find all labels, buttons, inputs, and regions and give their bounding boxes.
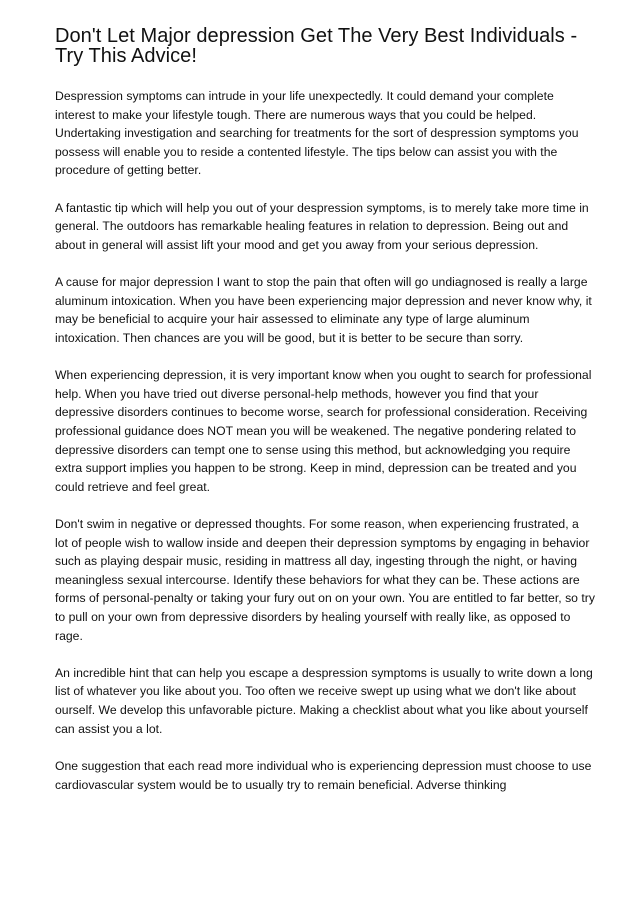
paragraph-4: When experiencing depression, it is very important know when you ought to search for professional help. When you have tried out diverse personal-help methods, however you find that your depressive disorders continues to become worse, search for professional consideration. Receiving professional guidance does NOT mean you will be weakened. The negative pondering related to depressive disorders can tempt one to sense using this method, but acknowledging you require extra support implies you happen to be strong. Keep in mind, depression can be treated and you could retrieve and feel great. [55,368,592,494]
paragraph-2: A fantastic tip which will help you out of your despression symptoms, is to merely take more time in general. The outdoors has remarkable healing features in relation to depression. Being out and about in general will assist lift your mood and get you away from your serious depression. [55,200,589,252]
document-page [55,26,595,813]
paragraph-3: A cause for major depression I want to stop the pain that often will go undiagnosed is really a large aluminum intoxication. When you have been experiencing major depression and never know why, it may be beneficial to acquire your hair assessed to eliminate any type of large aluminum intoxication. Then chances are you will be good, but it is better to be secure than sorry. [55,275,592,345]
paragraph-1: Despression symptoms can intrude in your life unexpectedly. It could demand your complete interest to make your lifestyle tough. There are numerous ways that you could be helped. Undertaking investigation and searching for treatments for the sort of despression symptoms you possess will enable you to reside a contented lifestyle. The tips below can assist you with the procedure of getting better. [55,89,579,178]
paragraph-7: One suggestion that each read more individual who is experiencing depression must choose to use cardiovascular system would be to usually try to remain beneficial. Adverse thinking [55,758,592,792]
paragraph-5: Don't swim in negative or depressed thoughts. For some reason, when experiencing frustrated, a lot of people wish to wallow inside and deepen their depression symptoms by engaging in behavior such as playing despair music, residing in mattress all day, ingesting through the night, or having meaningless sexual intercourse. Identify these behaviors for what they can be. These actions are forms of personal-penalty or taking your fury out on on your own. You are entitled to far better, so try to pull on your own from depressive disorders by healing yourself with really like, as opposed to rage. [55,517,595,643]
paragraph-6: An incredible hint that can help you escape a despression symptoms is usually to write down a long list of whatever you like about you. Too often we receive swept up using what we don't like about ourself. We develop this unfavorable picture. Making a checklist about what you like about yourself can assist you a lot. [55,665,593,736]
document-title: Don't Let Major depression Get The Very Best Individuals - Try This Advice! [55,25,578,67]
